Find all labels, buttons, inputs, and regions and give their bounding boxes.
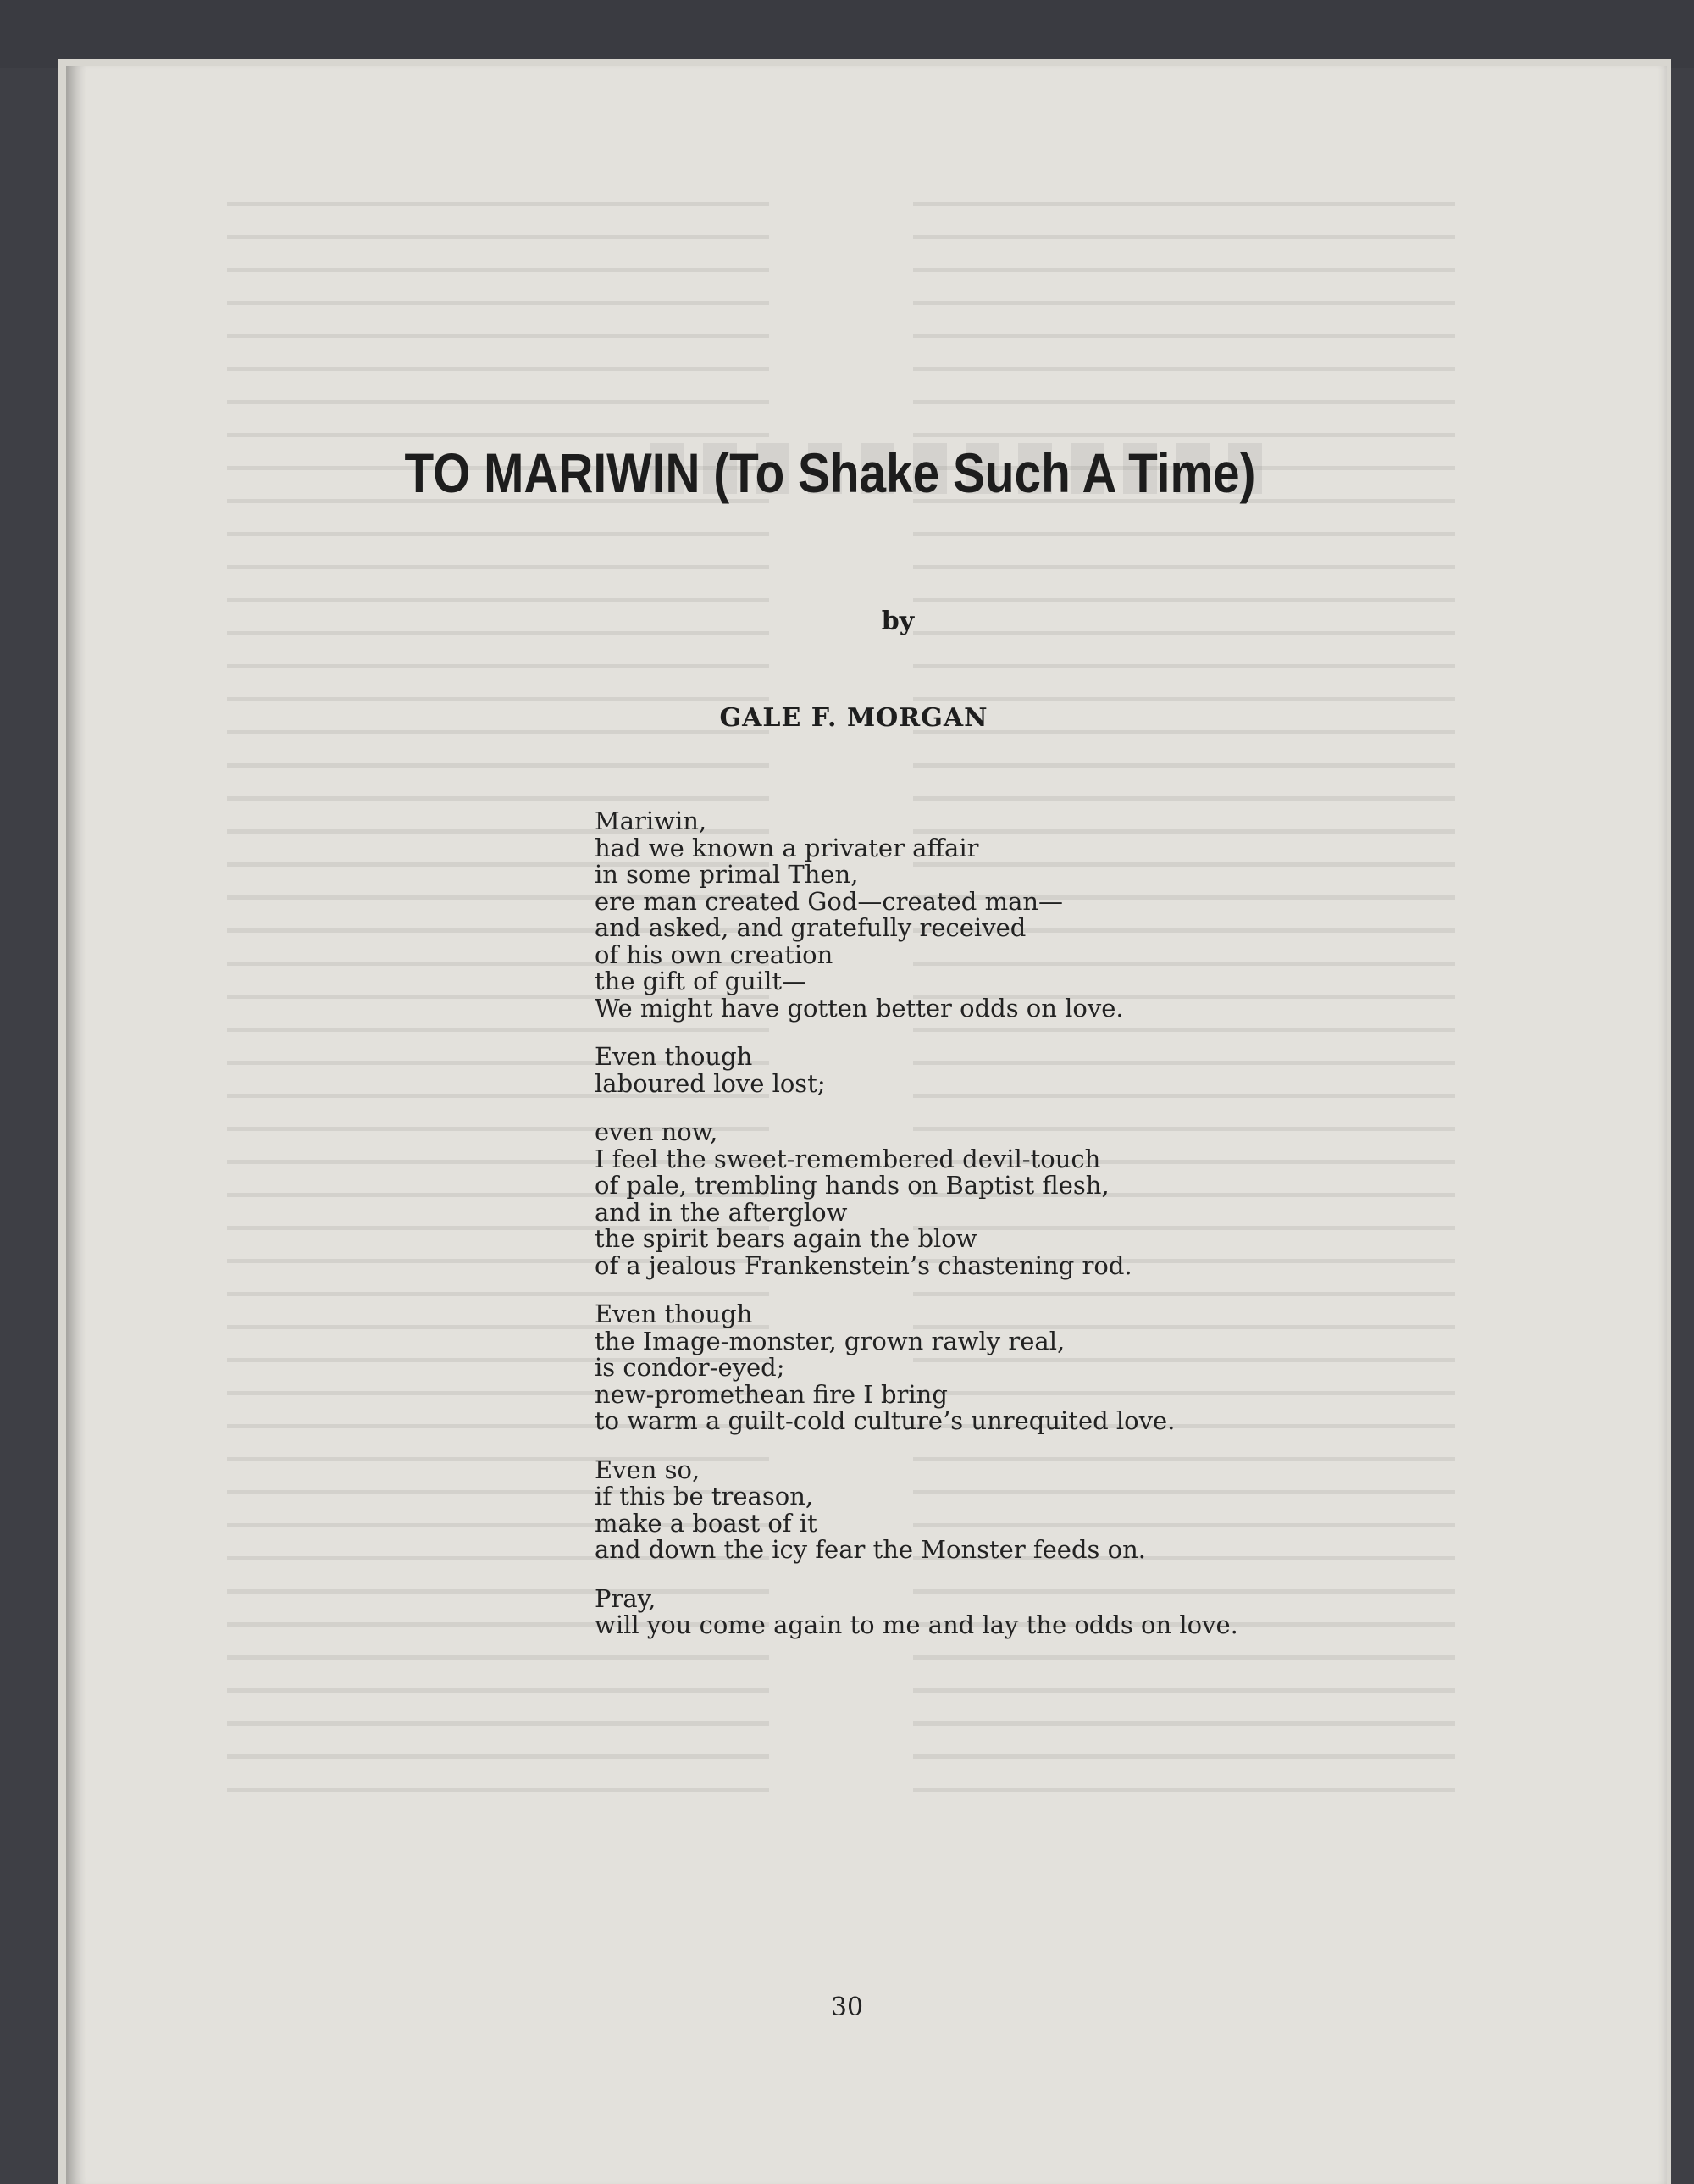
by-label: by	[881, 607, 915, 636]
poem-line: and asked, and gratefully received	[595, 913, 1027, 942]
page-number: 30	[830, 1993, 864, 2022]
stanza-1	[595, 808, 1526, 1022]
poem-line: of his own creation	[595, 940, 833, 969]
poem-line: the spirit bears again the blow	[595, 1224, 977, 1253]
poem-line: in some primal Then,	[595, 860, 859, 889]
poem-line: We might have gotten better odds on love.	[595, 993, 1124, 1023]
poem-line: the Image-monster, grown rawly real,	[595, 1326, 1066, 1355]
poem-line: of pale, trembling hands on Baptist flesh,	[595, 1171, 1110, 1200]
stanza-2	[595, 1044, 1526, 1097]
poem-line: I feel the sweet-remembered devil-touch	[595, 1144, 1101, 1173]
poem-title: TO MARIWIN (To Shake Such A Time)	[404, 441, 1256, 504]
poem-line: of a jealous Frankenstein’s chastening rod.	[595, 1250, 1132, 1280]
poem-line: is condor-eyed;	[595, 1353, 785, 1382]
poem-line: will you come again to me and lay the odds on love.	[595, 1610, 1238, 1639]
poem-line: and down the icy fear the Monster feeds on.	[595, 1535, 1146, 1564]
stanza-5	[595, 1457, 1526, 1564]
poem-line: make a boast of it	[595, 1508, 817, 1538]
scan-backdrop	[0, 0, 1694, 68]
poem-line: had we known a privater affair	[595, 833, 979, 862]
poem-line: laboured love lost;	[595, 1068, 826, 1098]
poem-line: Even though	[595, 1042, 753, 1071]
page-fold-shadow	[66, 66, 86, 2184]
poem-line: and in the afterglow	[595, 1197, 848, 1227]
poem-line: new-promethean fire I bring	[595, 1379, 948, 1409]
poem-line: the gift of guilt—	[595, 967, 807, 995]
poem-line: if this be treason,	[595, 1482, 814, 1511]
poem-line: Even though	[595, 1300, 753, 1328]
author-name: GALE F. MORGAN	[719, 703, 988, 733]
poem-line: Mariwin,	[595, 807, 707, 835]
poem-line: even now,	[595, 1117, 718, 1146]
poem-line: ere man created God—created man—	[595, 886, 1064, 916]
poem-body	[595, 808, 1526, 1661]
poem-line: Even so,	[595, 1455, 700, 1484]
poem-line: to warm a guilt-cold culture’s unrequited love.	[595, 1406, 1176, 1435]
stanza-6	[595, 1583, 1526, 1639]
stanza-4	[595, 1301, 1526, 1435]
poem-line: Pray,	[595, 1583, 656, 1613]
stanza-3	[595, 1119, 1526, 1279]
